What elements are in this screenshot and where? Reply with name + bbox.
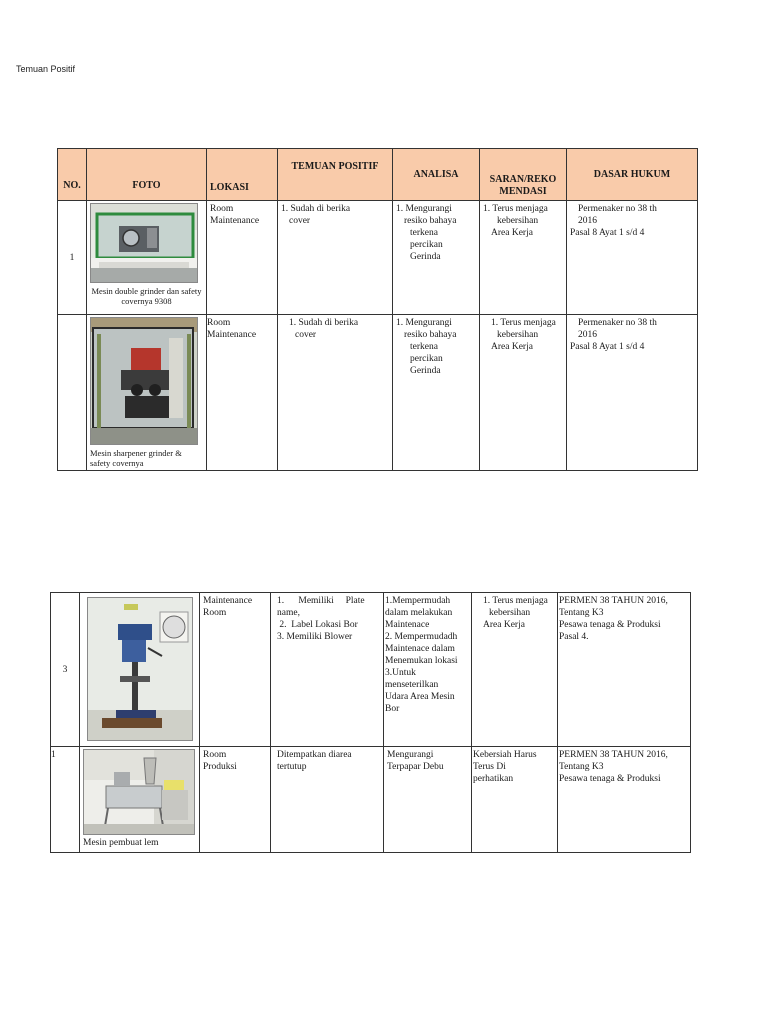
dasar-cell: PERMEN 38 TAHUN 2016, Tentang K3 Pesawa tenaga & Produksi Pasal 4. [558,593,691,747]
page-title: Temuan Positif [16,64,76,74]
photo-cell [80,593,200,747]
header-foto: FOTO [87,149,207,201]
lokasi-cell: Room Maintenance [207,201,278,315]
temuan-cell: 1. Sudah di berika cover [278,315,393,471]
temuan-cell: Ditempatkan diarea tertutup [271,747,384,853]
header-dasar: DASAR HUKUM [567,149,698,201]
lokasi-cell: Room Produksi [200,747,271,853]
dasar-cell: PERMEN 38 TAHUN 2016, Tentang K3 Pesawa tenaga & Produksi [558,747,691,853]
row-number [58,315,87,471]
photo-caption: Mesin pembuat lem [83,838,159,848]
dasar-cell: Permenaker no 38 th 2016 Pasal 8 Ayat 1 s/d 4 [567,315,698,471]
saran-cell: 1. Terus menjaga kebersihan Area Kerja [480,315,567,471]
photo-glue-machine [83,749,195,835]
photo-cell [80,747,200,853]
table-row [58,201,698,315]
dasar-cell: Permenaker no 38 th 2016 Pasal 8 Ayat 1 s/d 4 [567,201,698,315]
photo-cell [87,201,207,315]
lokasi-cell: Maintenance Room [200,593,271,747]
saran-cell: 1. Terus menjaga kebersihan Area Kerja [472,593,558,747]
table-row [58,315,698,471]
findings-table-2 [50,592,691,853]
findings-table-1 [57,148,698,471]
header-no: NO. [58,149,87,201]
header-analisa: ANALISA [393,149,480,201]
photo-cell [87,315,207,471]
table-row [51,747,691,853]
header-saran: SARAN/REKO MENDASI [480,149,567,201]
analisa-cell: Mengurangi Terpapar Debu [384,747,472,853]
temuan-cell: 1. Sudah di berika cover [278,201,393,315]
saran-cell: Kebersiah Harus Terus Di perhatikan [472,747,558,853]
photo-drill-machine [87,597,193,741]
header-lokasi: LOKASI [207,149,278,201]
row-number: 1 [51,747,80,853]
photo-double-grinder [90,203,198,283]
temuan-cell: 1. Memiliki Plate name, 2. Label Lokasi Bor 3. Memiliki Blower [271,593,384,747]
analisa-cell: 1. Mengurangi resiko bahaya terkena percikan Gerinda [393,201,480,315]
analisa-cell: 1.Mempermudah dalam melakukan Maintenace 2. Mempermudadh Maintenace dalam Menemukan lokasi 3.Untuk menseterilkan Udara Area Mesin Bor [384,593,472,747]
photo-sharpener-grinder [90,317,198,445]
analisa-cell: 1. Mengurangi resiko bahaya terkena percikan Gerinda [393,315,480,471]
lokasi-cell: Room Maintenance [207,315,278,471]
header-temuan: TEMUAN POSITIF [278,149,393,201]
photo-caption: Mesin sharpener grinder & safety covernya [90,448,182,468]
table-row [51,593,691,747]
photo-caption: Mesin double grinder dan safety covernya 9308 [91,286,202,306]
row-number: 1 [58,201,87,315]
row-number: 3 [51,593,80,747]
saran-cell: 1. Terus menjaga kebersihan Area Kerja [480,201,567,315]
